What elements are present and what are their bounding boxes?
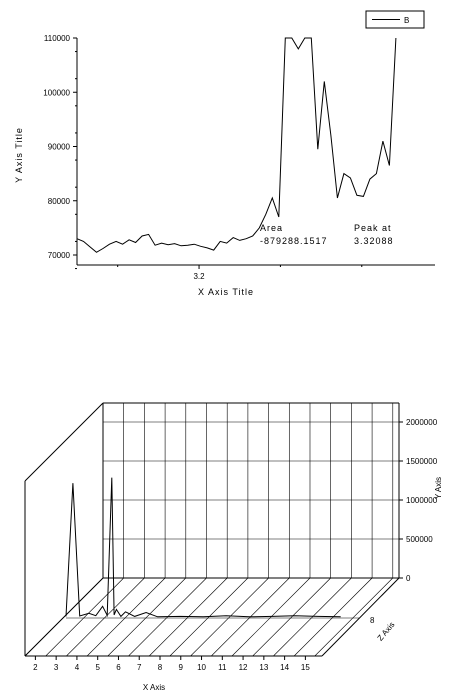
side-guide [25, 422, 103, 578]
frame-edge [25, 403, 103, 481]
x-tick-label: 5 [95, 663, 100, 672]
y-tick-label: 70000 [47, 251, 70, 260]
y-tick-label: 110000 [43, 34, 70, 43]
floor-grid-line [46, 578, 124, 656]
x-tick-label: 7 [137, 663, 142, 672]
x-tick-label: 2 [33, 663, 38, 672]
z-tick-label: 8 [370, 616, 375, 625]
y-axis-title: Y Axis [434, 476, 443, 500]
y-tick-label: 0 [406, 574, 411, 583]
integration-annotation [260, 223, 394, 246]
x-tick-label: 12 [238, 663, 248, 672]
x-tick-label: 4 [74, 663, 80, 672]
legend [366, 11, 424, 28]
y-axis-title: Y Axis Title [14, 127, 24, 183]
side-guide [25, 461, 103, 617]
x-tick-label: 3 [53, 663, 59, 672]
legend-entry-b: B [404, 16, 410, 25]
x-ticks [33, 656, 310, 672]
side-guide [25, 500, 103, 656]
bottom-3d-chart [25, 403, 443, 697]
x-tick-label: 9 [178, 663, 183, 672]
peak-label: Peak at [354, 223, 392, 233]
x-tick-label: 10 [197, 663, 206, 672]
x-tick-label: 13 [259, 663, 269, 672]
y-tick-label: 500000 [406, 535, 433, 544]
x-axis-title: X Axis Title [197, 287, 255, 297]
z-axis-title: Z Axis [375, 620, 397, 643]
back-wall-grid [25, 403, 399, 697]
x-axis-title: X Axis [142, 683, 166, 692]
x-tick-label: 14 [280, 663, 290, 672]
floor-grid-line [25, 578, 103, 656]
top-line-chart [14, 11, 435, 297]
series-b-line [77, 38, 396, 252]
series-3d-line [66, 478, 341, 617]
x-tick-label: 3.2 [193, 272, 205, 281]
y-tick-label: 90000 [47, 142, 70, 152]
y-ticks [399, 418, 438, 583]
area-value: -879288.1517 [260, 236, 328, 246]
y-tick-label: 100000 [43, 88, 70, 98]
x-tick-label: 8 [157, 663, 163, 672]
peak-value: 3.32088 [354, 236, 394, 246]
y-tick-label: 1500000 [406, 457, 438, 466]
y-ticks [43, 34, 77, 269]
floor-grid-line [87, 578, 165, 656]
x-ticks [118, 265, 362, 281]
x-tick-label: 11 [218, 663, 227, 672]
y-tick-label: 1000000 [406, 496, 438, 505]
y-tick-label: 2000000 [406, 418, 438, 427]
y-tick-label: 80000 [47, 196, 70, 206]
x-tick-label: 6 [116, 663, 121, 672]
area-label: Area [260, 223, 284, 233]
x-tick-label: 15 [300, 663, 310, 672]
